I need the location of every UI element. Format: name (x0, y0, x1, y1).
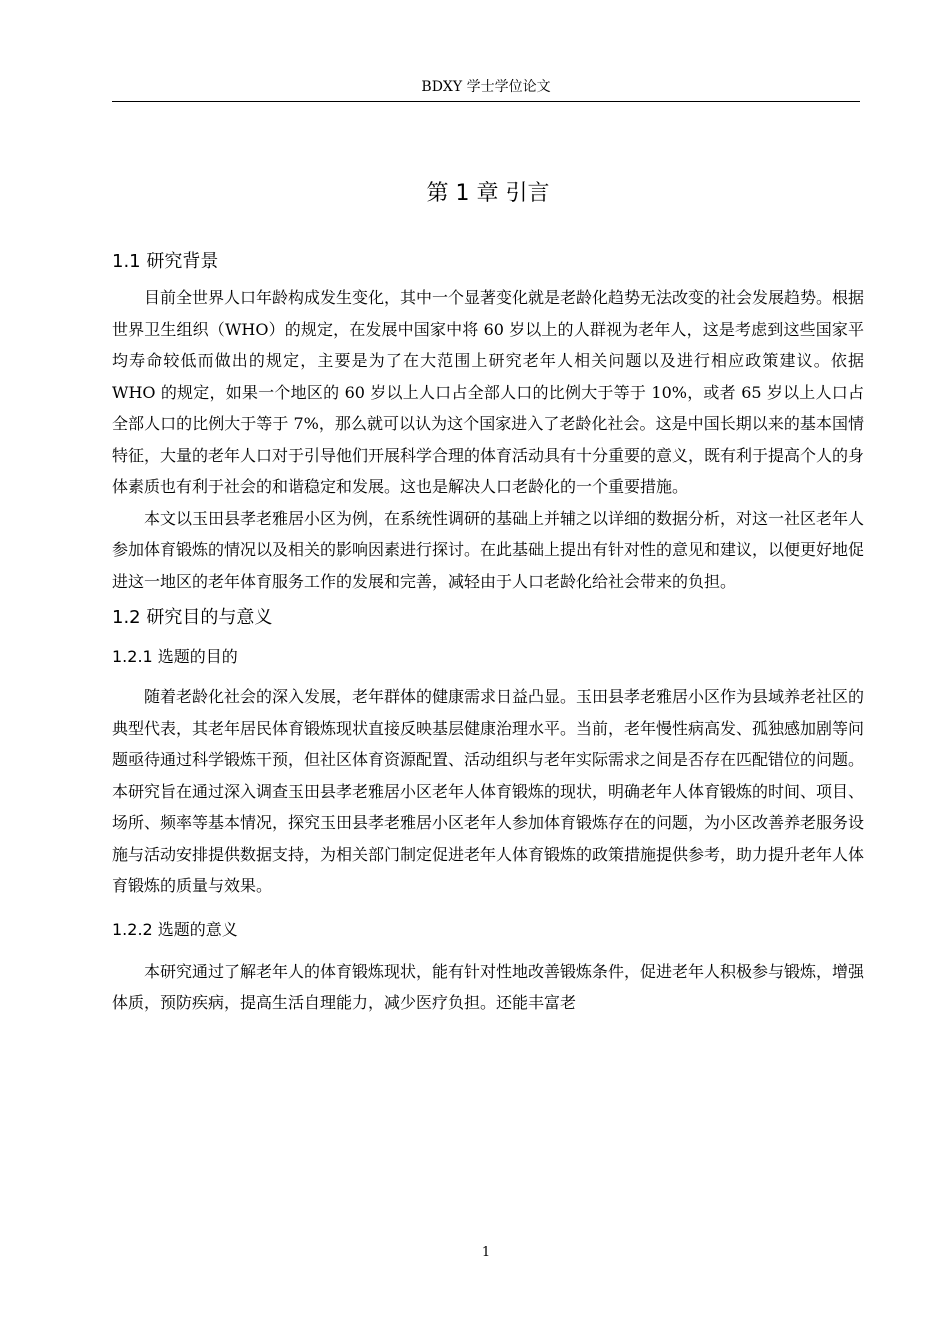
paragraph-purpose: 随着老龄化社会的深入发展，老年群体的健康需求日益凸显。玉田县孝老雅居小区作为县域养老社区的典型代表，其老年居民体育锻炼现状直接反映基层健康治理水平。当前，老年慢性病高发、孤独感加剧等问题亟待通过科学锻炼干预，但社区体育资源配置、活动组织与老年实际需求之间是否存在匹配错位的问题。本研究旨在通过深入调查玉田县孝老雅居小区老年人体育锻炼的现状，明确老年人体育锻炼的时间、项目、场所、频率等基本情况，探究玉田县孝老雅居小区老年人参加体育锻炼存在的问题，为小区改善养老服务设施与活动安排提供数据支持，为相关部门制定促进老年人体育锻炼的政策措施提供参考，助力提升老年人体育锻炼的质量与效果。 (112, 687, 865, 895)
paragraph-background-2: 本文以玉田县孝老雅居小区为例，在系统性调研的基础上并辅之以详细的数据分析，对这一社区老年人参加体育锻炼的情况以及相关的影响因素进行探讨。在此基础上提出有针对性的意见和建议，以便更好地促进这一地区的老年体育服务工作的发展和完善，减轻由于人口老龄化给社会带来的负担。 (112, 508, 865, 591)
paragraph-significance: 本研究通过了解老年人的体育锻炼现状，能有针对性地改善锻炼条件，促进老年人积极参与锻炼，增强体质，预防疾病，提高生活自理能力，减少医疗负担。还能丰富老 (112, 961, 865, 1012)
section-heading-1-2: 1.2 研究目的与意义 (112, 607, 273, 628)
page-body (112, 178, 864, 1019)
page-number: 1 (481, 1245, 491, 1260)
subsection-heading-1-2-2: 1.2.2 选题的意义 (112, 919, 238, 939)
section-heading-1-1: 1.1 研究背景 (112, 251, 219, 272)
header-rule (112, 101, 860, 102)
running-header: BDXY 学士学位论文 (421, 79, 551, 95)
paragraph-background-1: 目前全世界人口年龄构成发生变化，其中一个显著变化就是老龄化趋势无法改变的社会发展趋势。根据世界卫生组织（WHO）的规定，在发展中国家中将 60 岁以上的人群视为老年人，这是考虑到这些国家平均寿命较低而做出的规定，主要是为了在大范围上研究老年人相关问题以及进行相应政策建议。依据 WHO 的规定，如果一个地区的 60 岁以上人口占全部人口的比例大于等于 10%，或者 65 岁以上人口占全部人口的比例大于等于 7%，那么就可以认为这个国家进入了老龄化社会。这是中国长期以来的基本国情特征，大量的老年人口对于引导他们开展科学合理的体育活动具有十分重要的意义，既有利于提高个人的身体素质也有利于社会的和谐稳定和发展。这也是解决人口老龄化的一个重要措施。 (112, 288, 865, 496)
subsection-heading-1-2-1: 1.2.1 选题的目的 (112, 647, 238, 666)
chapter-title: 第 1 章 引言 (426, 181, 550, 206)
